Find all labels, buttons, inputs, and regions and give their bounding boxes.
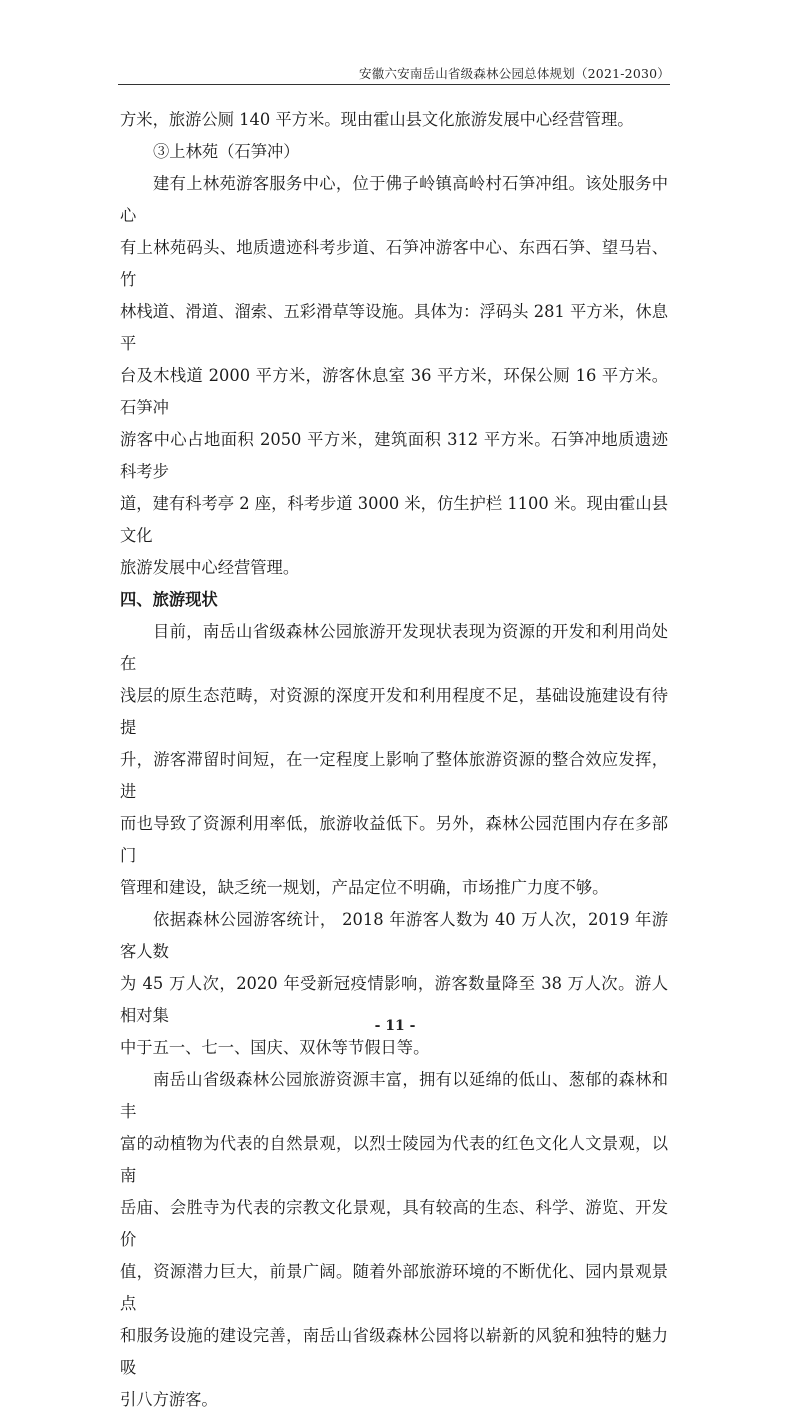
running-header: 安徽六安南岳山省级森林公园总体规划（2021-2030） [359,66,670,81]
text-line: 浅层的原生态范畴，对资源的深度开发和利用程度不足，基础设施建设有待提 [120,686,668,737]
paragraph-shanglinyuan [120,168,668,584]
paragraph-tourism-resources [120,1064,668,1416]
text-line: 游客中心占地面积 2050 平方米，建筑面积 312 平方米。石笋冲地质遗迹科考步 [120,430,668,481]
text-line: 旅游发展中心经营管理。 [120,558,300,577]
text-line: 管理和建设，缺乏统一规划，产品定位不明确，市场推广力度不够。 [120,878,609,897]
text-line: 南岳山省级森林公园旅游资源丰富，拥有以延绵的低山、葱郁的森林和丰 [120,1070,668,1121]
section-heading-tourism-status: 四、旅游现状 [120,590,218,609]
text-line: 为 45 万人次，2020 年受新冠疫情影响，游客数量降至 38 万人次。游人相对集 [120,974,668,1025]
page-number: - 11 - [374,1018,416,1034]
text-line: 林栈道、滑道、溜索、五彩滑草等设施。具体为：浮码头 281 平方米，休息平 [120,302,668,353]
text-line: 中于五一、七一、国庆、双休等节假日等。 [120,1038,430,1057]
text-line: 建有上林苑游客服务中心，位于佛子岭镇高岭村石笋冲组。该处服务中心 [120,174,668,225]
header-rule [118,84,670,85]
text-line: 升，游客滞留时间短，在一定程度上影响了整体旅游资源的整合效应发挥，进 [120,750,668,801]
paragraph-current-status [120,616,668,904]
text-line: 目前，南岳山省级森林公园旅游开发现状表现为资源的开发和利用尚处在 [120,622,668,673]
text-line: 值，资源潜力巨大，前景广阔。随着外部旅游环境的不断优化、园内景观景点 [120,1262,668,1313]
text-line: 而也导致了资源利用率低，旅游收益低下。另外，森林公园范围内存在多部门 [120,814,668,865]
text-line: 方米，旅游公厕 140 平方米。现由霍山县文化旅游发展中心经营管理。 [120,110,634,129]
text-line: 和服务设施的建设完善，南岳山省级森林公园将以崭新的风貌和独特的魅力吸 [120,1326,668,1377]
text-line: 富的动植物为代表的自然景观，以烈士陵园为代表的红色文化人文景观，以南 [120,1134,668,1185]
text-line: 引八方游客。 [120,1390,218,1409]
paragraph-visitor-statistics [120,904,668,1064]
text-line: 道，建有科考亭 2 座，科考步道 3000 米，仿生护栏 1100 米。现由霍山县文化 [120,494,668,545]
text-line: 岳庙、会胜寺为代表的宗教文化景观，具有较高的生态、科学、游览、开发价 [120,1198,668,1249]
text-line: 依据森林公园游客统计， 2018 年游客人数为 40 万人次，2019 年游客人数 [120,910,668,961]
paragraph-continuation [120,104,668,136]
text-line: 台及木栈道 2000 平方米，游客休息室 36 平方米，环保公厕 16 平方米。石笋冲 [120,366,668,417]
text-line: 有上林苑码头、地质遗迹科考步道、石笋冲游客中心、东西石笋、望马岩、竹 [120,238,668,289]
document-body [120,104,668,1416]
subsection-heading-shanglinyuan: ③上林苑（石笋冲） [153,142,300,161]
